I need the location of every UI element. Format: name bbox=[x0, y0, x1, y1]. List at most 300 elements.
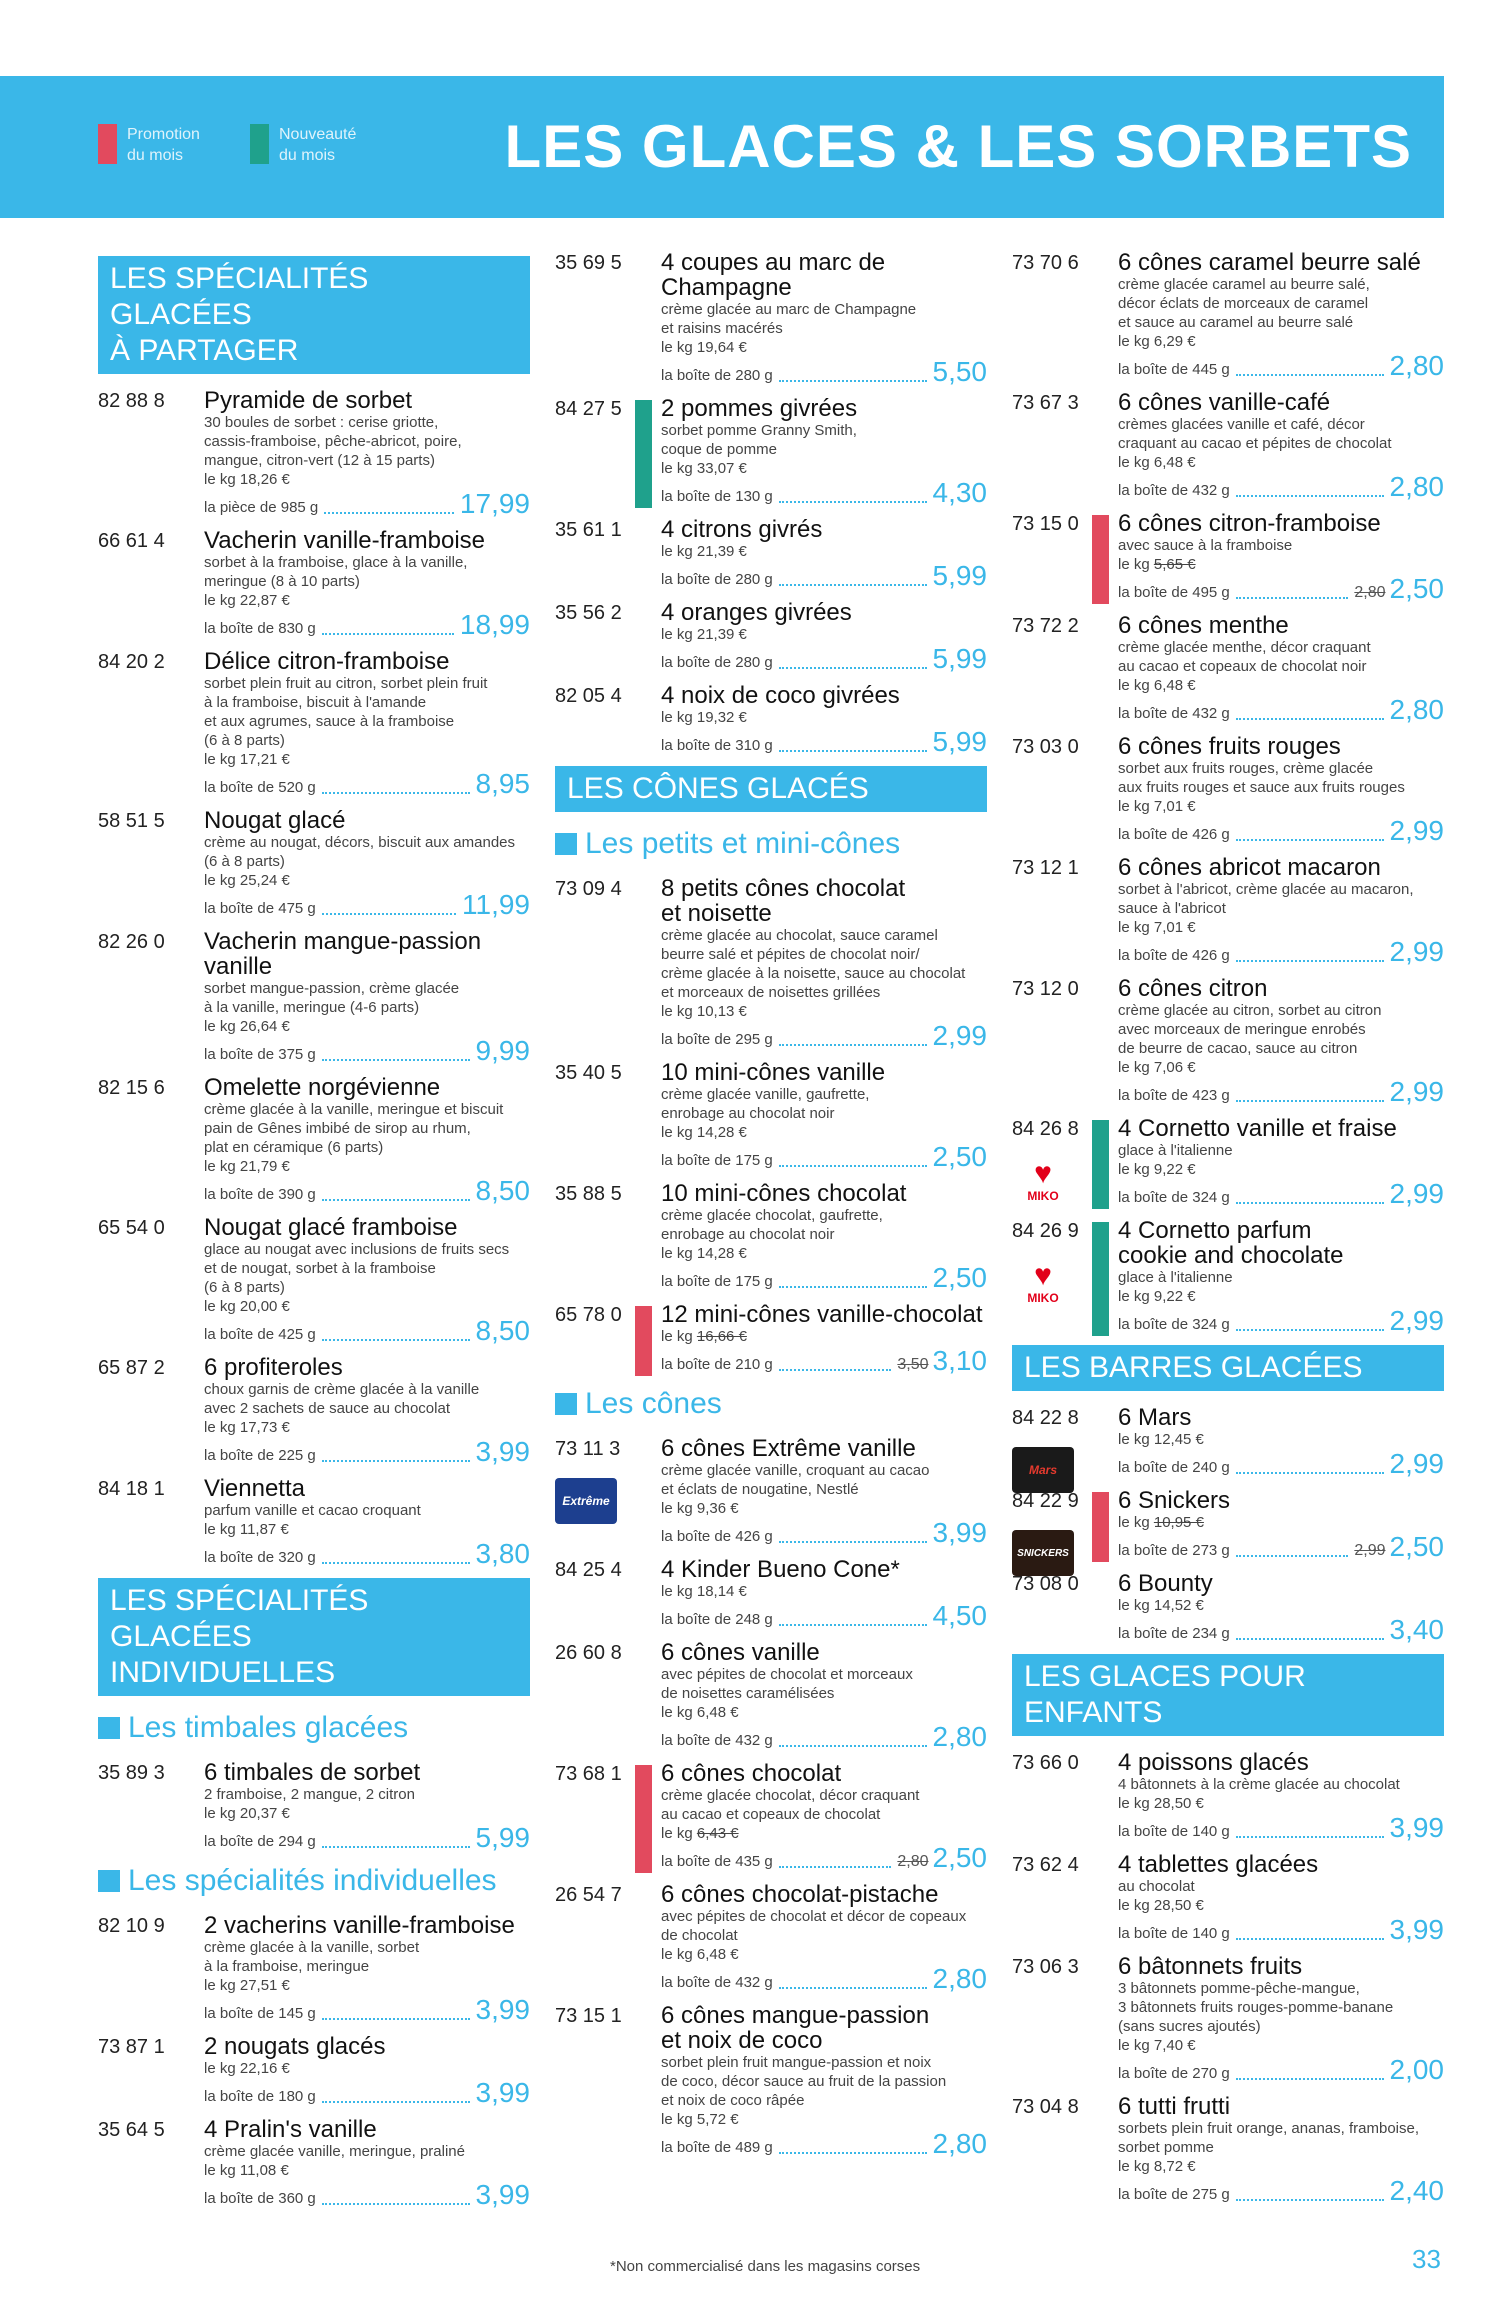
product-name: 4 Kinder Bueno Cone* bbox=[661, 1556, 900, 1583]
price-per-kg bbox=[661, 1123, 987, 1142]
square-bullet-icon bbox=[98, 1717, 120, 1739]
product-name: 10 mini-cônes chocolat bbox=[661, 1180, 907, 1207]
subsection-heading bbox=[555, 826, 987, 862]
price: 3,99 bbox=[475, 2077, 530, 2108]
package-size: la boîte de 248 g bbox=[661, 1611, 773, 1628]
product-code: 84 25 4 bbox=[555, 1559, 622, 1581]
product-code: 35 64 5 bbox=[98, 2119, 165, 2141]
product-code: 65 78 0 bbox=[555, 1304, 622, 1326]
product-name: 6 cônes abricot macaron bbox=[1118, 854, 1381, 881]
dotted-leader bbox=[779, 501, 927, 503]
product-name: 6 cônes fruits rouges bbox=[1118, 733, 1341, 760]
price-per-kg bbox=[661, 338, 987, 357]
catalog-column-2 bbox=[555, 250, 987, 2168]
product-description: glace au nougat avec inclusions de fruits secs et de nougat, sorbet à la framboise (6 à 8 parts) bbox=[204, 1241, 510, 1296]
page-header bbox=[0, 76, 1444, 218]
dotted-leader bbox=[1236, 1555, 1349, 1557]
product-name: 4 Cornetto vanille et fraise bbox=[1118, 1115, 1397, 1142]
package-size: la boîte de 360 g bbox=[204, 2190, 316, 2207]
product-code: 84 26 9 bbox=[1012, 1220, 1079, 1242]
dotted-leader bbox=[779, 1165, 927, 1167]
kg-label: le kg 7,40 € bbox=[1118, 2037, 1196, 2054]
product-code: 82 88 8 bbox=[98, 390, 165, 412]
price: 2,99 bbox=[1389, 936, 1444, 967]
product-name: 6 cônes Extrême vanille bbox=[661, 1435, 916, 1462]
kg-label: le kg 8,72 € bbox=[1118, 2158, 1196, 2175]
product-code: 35 40 5 bbox=[555, 1062, 622, 1084]
price-line bbox=[1118, 574, 1444, 604]
promotion-marker bbox=[635, 1306, 652, 1376]
product-description: crème glacée au citron, sorbet au citron avec morceaux de meringue enrobés de beurre de cacao, sauce au citron bbox=[1118, 1002, 1382, 1057]
product-item bbox=[555, 1181, 987, 1293]
kg-label: le kg 28,50 € bbox=[1118, 1795, 1204, 1812]
product-description: crème glacée chocolat, décor craquant au cacao et copeaux de chocolat bbox=[661, 1787, 920, 1823]
product-item bbox=[98, 388, 530, 519]
product-item bbox=[1012, 1954, 1444, 2085]
price: 5,50 bbox=[932, 356, 987, 387]
square-bullet-icon bbox=[98, 1870, 120, 1892]
package-size: la boîte de 280 g bbox=[661, 654, 773, 671]
kg-label: le kg 17,73 € bbox=[204, 1419, 290, 1436]
product-name: 4 Cornetto parfum cookie and chocolate bbox=[1118, 1217, 1344, 1269]
dotted-leader bbox=[779, 2152, 927, 2154]
price: 3,99 bbox=[475, 2179, 530, 2210]
kg-label: le kg 17,21 € bbox=[204, 751, 290, 768]
kg-label: le kg 7,01 € bbox=[1118, 798, 1196, 815]
product-item bbox=[555, 600, 987, 674]
price: 2,99 bbox=[1389, 1178, 1444, 1209]
product-item bbox=[555, 2003, 987, 2159]
product-code: 73 68 1 bbox=[555, 1763, 622, 1785]
heart-logo-icon: ♥ bbox=[1034, 1157, 1052, 1190]
price: 3,10 bbox=[932, 1345, 987, 1376]
product-item bbox=[555, 1436, 987, 1548]
package-size: la boîte de 270 g bbox=[1118, 2065, 1230, 2082]
product-description: crèmes glacées vanille et café, décor craquant au cacao et pépites de chocolat bbox=[1118, 416, 1392, 452]
product-name: 6 cônes citron-framboise bbox=[1118, 510, 1381, 537]
product-item bbox=[1012, 976, 1444, 1107]
product-code: 73 87 1 bbox=[98, 2036, 165, 2058]
product-item bbox=[1012, 855, 1444, 967]
product-item bbox=[555, 1882, 987, 1994]
section-heading: LES SPÉCIALITÉS GLACÉES INDIVIDUELLES bbox=[98, 1578, 530, 1696]
product-name: 8 petits cônes chocolat et noisette bbox=[661, 875, 906, 927]
product-description: avec pépites de chocolat et morceaux de noisettes caramélisées bbox=[661, 1666, 913, 1702]
price-per-kg bbox=[661, 1499, 987, 1518]
catalog-column-3 bbox=[1012, 250, 1444, 2215]
dotted-leader bbox=[322, 1846, 470, 1848]
price: 8,50 bbox=[475, 1175, 530, 1206]
product-name: 6 Mars bbox=[1118, 1404, 1192, 1431]
brand-label: MIKO bbox=[1027, 1189, 1059, 1203]
product-name: Vacherin vanille-framboise bbox=[204, 527, 486, 554]
price-per-kg bbox=[1118, 1160, 1444, 1179]
kg-label: le kg 6,48 € bbox=[661, 1946, 739, 1963]
price-per-kg bbox=[661, 542, 987, 561]
product-name: 4 poissons glacés bbox=[1118, 1749, 1309, 1776]
price-line bbox=[204, 1823, 530, 1853]
product-item bbox=[98, 649, 530, 799]
package-size: la boîte de 390 g bbox=[204, 1186, 316, 1203]
package-size: la boîte de 432 g bbox=[1118, 482, 1230, 499]
product-code: 73 66 0 bbox=[1012, 1752, 1079, 1774]
product-item bbox=[1012, 1571, 1444, 1645]
mars-logo: Mars bbox=[1012, 1447, 1074, 1493]
price-line bbox=[1118, 816, 1444, 846]
package-size: la boîte de 426 g bbox=[661, 1528, 773, 1545]
price-line bbox=[1118, 1532, 1444, 1562]
product-code: 73 11 3 bbox=[555, 1438, 621, 1460]
product-description: crème au nougat, décors, biscuit aux amandes (6 à 8 parts) bbox=[204, 834, 516, 870]
price: 3,80 bbox=[475, 1538, 530, 1569]
old-price-per-kg: 10,95 € bbox=[1153, 1514, 1204, 1531]
kg-label: le kg 10,13 € bbox=[661, 1003, 747, 1020]
product-item bbox=[98, 1476, 530, 1569]
old-price-per-kg: 5,65 € bbox=[1153, 556, 1196, 573]
product-description: crème glacée vanille, croquant au cacao et éclats de nougatine, Nestlé bbox=[661, 1462, 930, 1498]
package-size: la boîte de 423 g bbox=[1118, 1087, 1230, 1104]
product-code: 84 26 8 bbox=[1012, 1118, 1079, 1140]
price-per-kg bbox=[661, 1002, 987, 1021]
kg-label: le kg 6,48 € bbox=[1118, 677, 1196, 694]
dotted-leader bbox=[322, 913, 456, 915]
price-per-kg bbox=[661, 1582, 987, 1601]
product-code: 66 61 4 bbox=[98, 530, 165, 552]
kg-label: le kg 14,52 € bbox=[1118, 1597, 1204, 1614]
product-item bbox=[1012, 250, 1444, 381]
dotted-leader bbox=[1236, 597, 1349, 599]
kg-label: le kg 6,29 € bbox=[1118, 333, 1196, 350]
product-code: 73 08 0 bbox=[1012, 1573, 1079, 1595]
kg-label: le kg bbox=[1118, 556, 1154, 573]
product-item bbox=[98, 808, 530, 920]
product-name: 4 citrons givrés bbox=[661, 516, 823, 543]
price-line bbox=[661, 478, 987, 508]
price-per-kg bbox=[1118, 1430, 1444, 1449]
price-line bbox=[661, 1518, 987, 1548]
price: 8,50 bbox=[475, 1315, 530, 1346]
product-description: crème glacée au chocolat, sauce caramel beurre salé et pépites de chocolat noir/ crème glacée à la noisette, sauce au chocolat et morceaux de noisettes grillées bbox=[661, 927, 966, 1001]
kg-label: le kg bbox=[1118, 1514, 1154, 1531]
product-item bbox=[98, 1913, 530, 2025]
price-per-kg bbox=[204, 871, 530, 890]
dotted-leader bbox=[322, 1562, 470, 1564]
package-size: la pièce de 985 g bbox=[204, 499, 319, 516]
price: 9,99 bbox=[475, 1035, 530, 1066]
price: 4,30 bbox=[932, 477, 987, 508]
product-item bbox=[1012, 390, 1444, 502]
product-name: 2 pommes givrées bbox=[661, 395, 858, 422]
package-size: la boîte de 445 g bbox=[1118, 361, 1230, 378]
price-line bbox=[1118, 2176, 1444, 2206]
product-code: 84 22 8 bbox=[1012, 1407, 1079, 1429]
price: 2,50 bbox=[932, 1262, 987, 1293]
product-description: 4 bâtonnets à la crème glacée au chocolat bbox=[1118, 1776, 1400, 1793]
dotted-leader bbox=[1236, 374, 1384, 376]
product-description: avec sauce à la framboise bbox=[1118, 537, 1293, 554]
product-name: 6 cônes caramel beurre salé bbox=[1118, 249, 1421, 276]
product-code: 73 04 8 bbox=[1012, 2096, 1079, 2118]
kg-label: le kg 22,16 € bbox=[204, 2060, 290, 2077]
product-item bbox=[98, 1355, 530, 1467]
product-name: 4 noix de coco givrées bbox=[661, 682, 900, 709]
package-size: la boîte de 475 g bbox=[204, 900, 316, 917]
product-code: 73 67 3 bbox=[1012, 392, 1079, 414]
product-name: 6 cônes mangue-passion et noix de coco bbox=[661, 2002, 930, 2054]
product-item bbox=[555, 396, 987, 508]
price: 2,00 bbox=[1389, 2054, 1444, 2085]
product-item bbox=[555, 1640, 987, 1752]
old-price-per-kg: 16,66 € bbox=[696, 1328, 747, 1345]
price: 2,40 bbox=[1389, 2175, 1444, 2206]
dotted-leader bbox=[322, 2101, 470, 2103]
product-item bbox=[98, 528, 530, 640]
price-line bbox=[661, 1843, 987, 1873]
price-line bbox=[661, 727, 987, 757]
price-per-kg bbox=[1118, 453, 1444, 472]
product-description: sorbet à l'abricot, crème glacée au macaron, sauce à l'abricot bbox=[1118, 881, 1414, 917]
product-item bbox=[555, 1060, 987, 1172]
product-name: 12 mini-cônes vanille-chocolat bbox=[661, 1301, 983, 1328]
dotted-leader bbox=[322, 1460, 470, 1462]
product-code: 73 12 1 bbox=[1012, 857, 1079, 879]
product-description: glace à l'italienne bbox=[1118, 1269, 1233, 1286]
product-name: Vacherin mangue-passion vanille bbox=[204, 928, 482, 980]
dotted-leader bbox=[322, 2203, 470, 2205]
product-code: 82 26 0 bbox=[98, 931, 165, 953]
price: 5,99 bbox=[932, 643, 987, 674]
dotted-leader bbox=[322, 1339, 470, 1341]
package-size: la boîte de 273 g bbox=[1118, 1542, 1230, 1559]
price-line bbox=[204, 489, 530, 519]
miko-logo bbox=[1012, 1158, 1074, 1204]
package-size: la boîte de 432 g bbox=[661, 1974, 773, 1991]
price-per-kg bbox=[204, 470, 530, 489]
subsection-heading bbox=[98, 1863, 530, 1899]
price-line bbox=[1118, 695, 1444, 725]
package-size: la boîte de 324 g bbox=[1118, 1316, 1230, 1333]
package-size: la boîte de 140 g bbox=[1118, 1823, 1230, 1840]
section-heading: LES GLACES POUR ENFANTS bbox=[1012, 1654, 1444, 1736]
price-line bbox=[204, 1036, 530, 1066]
kg-label: le kg 28,50 € bbox=[1118, 1897, 1204, 1914]
price: 2,99 bbox=[1389, 1076, 1444, 1107]
legend-nouveaute bbox=[250, 124, 356, 166]
package-size: la boîte de 426 g bbox=[1118, 826, 1230, 843]
dotted-leader bbox=[322, 1199, 470, 1201]
package-size: la boîte de 520 g bbox=[204, 779, 316, 796]
price-per-kg bbox=[1118, 1058, 1444, 1077]
product-item bbox=[98, 2117, 530, 2210]
price-line bbox=[1118, 1449, 1444, 1479]
price: 3,40 bbox=[1389, 1614, 1444, 1645]
dotted-leader bbox=[1236, 839, 1384, 841]
price-per-kg bbox=[204, 2161, 530, 2180]
price: 17,99 bbox=[459, 488, 530, 519]
price-line bbox=[1118, 1813, 1444, 1843]
nouveaute-marker bbox=[635, 400, 652, 508]
price-per-kg bbox=[204, 591, 530, 610]
kg-label: le kg 9,22 € bbox=[1118, 1288, 1196, 1305]
dotted-leader bbox=[779, 1987, 927, 1989]
product-description: glace à l'italienne bbox=[1118, 1142, 1233, 1159]
price: 5,99 bbox=[932, 560, 987, 591]
price-line bbox=[204, 1995, 530, 2025]
package-size: la boîte de 324 g bbox=[1118, 1189, 1230, 1206]
legend-line: du mois bbox=[279, 147, 336, 164]
dotted-leader bbox=[1236, 1938, 1384, 1940]
product-name: 4 oranges givrées bbox=[661, 599, 852, 626]
price-per-kg bbox=[1118, 1287, 1444, 1306]
legend-label bbox=[279, 124, 356, 166]
kg-label: le kg 11,87 € bbox=[204, 1521, 289, 1538]
price-line bbox=[1118, 937, 1444, 967]
product-code: 73 70 6 bbox=[1012, 252, 1079, 274]
kg-label: le kg 19,32 € bbox=[661, 709, 747, 726]
price: 2,99 bbox=[1389, 815, 1444, 846]
package-size: la boîte de 432 g bbox=[1118, 705, 1230, 722]
kg-label: le kg 5,72 € bbox=[661, 2111, 739, 2128]
product-description: crème glacée à la vanille, meringue et biscuit pain de Gênes imbibé de sirop au rhum, plat en céramique (6 parts) bbox=[204, 1101, 504, 1156]
dotted-leader bbox=[779, 1866, 892, 1868]
product-description: crème glacée caramel au beurre salé, décor éclats de morceaux de caramel et sauce au caramel au beurre salé bbox=[1118, 276, 1370, 331]
price-per-kg bbox=[661, 708, 987, 727]
product-code: 84 18 1 bbox=[98, 1478, 165, 1500]
product-code: 73 72 2 bbox=[1012, 615, 1079, 637]
package-size: la boîte de 180 g bbox=[204, 2088, 316, 2105]
product-name: 6 cônes vanille-café bbox=[1118, 389, 1331, 416]
price: 2,80 bbox=[932, 1721, 987, 1752]
product-item bbox=[98, 1760, 530, 1853]
product-name: 6 cônes citron bbox=[1118, 975, 1268, 1002]
kg-label: le kg 21,39 € bbox=[661, 543, 747, 560]
dotted-leader bbox=[779, 1044, 927, 1046]
legend-label bbox=[127, 124, 200, 166]
product-item bbox=[98, 929, 530, 1066]
product-name: Omelette norgévienne bbox=[204, 1074, 441, 1101]
price: 2,99 bbox=[932, 1020, 987, 1051]
kg-label: le kg 9,36 € bbox=[661, 1500, 739, 1517]
product-name: 6 cônes chocolat-pistache bbox=[661, 1881, 939, 1908]
package-size: la boîte de 295 g bbox=[661, 1031, 773, 1048]
nouveaute-swatch bbox=[250, 124, 269, 164]
dotted-leader bbox=[779, 750, 927, 752]
price: 3,99 bbox=[932, 1517, 987, 1548]
product-name: Nougat glacé framboise bbox=[204, 1214, 458, 1241]
product-code: 84 22 9 bbox=[1012, 1490, 1079, 1512]
price: 2,99 bbox=[1389, 1305, 1444, 1336]
price-line bbox=[204, 1176, 530, 1206]
product-code: 82 10 9 bbox=[98, 1915, 165, 1937]
product-description: crème glacée chocolat, gaufrette, enrobage au chocolat noir bbox=[661, 1207, 883, 1243]
price-line bbox=[204, 610, 530, 640]
kg-label: le kg 14,28 € bbox=[661, 1124, 747, 1141]
product-description: sorbet pomme Granny Smith, coque de pomme bbox=[661, 422, 857, 458]
dotted-leader bbox=[779, 380, 927, 382]
product-code: 73 06 3 bbox=[1012, 1956, 1079, 1978]
price-line bbox=[1118, 1915, 1444, 1945]
kg-label: le kg 21,39 € bbox=[661, 626, 747, 643]
kg-label: le kg 9,22 € bbox=[1118, 1161, 1196, 1178]
price: 2,80 bbox=[1389, 350, 1444, 381]
dotted-leader bbox=[322, 792, 470, 794]
product-code: 35 69 5 bbox=[555, 252, 622, 274]
kg-label: le kg 26,64 € bbox=[204, 1018, 290, 1035]
product-item bbox=[1012, 1852, 1444, 1945]
price-per-kg bbox=[661, 625, 987, 644]
kg-label: le kg 25,24 € bbox=[204, 872, 290, 889]
product-name: 6 cônes chocolat bbox=[661, 1760, 842, 1787]
product-name: 4 Pralin's vanille bbox=[204, 2116, 377, 2143]
package-size: la boîte de 140 g bbox=[1118, 1925, 1230, 1942]
price-per-kg bbox=[204, 1976, 530, 1995]
price-line bbox=[661, 561, 987, 591]
square-bullet-icon bbox=[555, 833, 577, 855]
promotion-marker bbox=[635, 1765, 652, 1873]
package-size: la boîte de 145 g bbox=[204, 2005, 316, 2022]
dotted-leader bbox=[1236, 1836, 1384, 1838]
dotted-leader bbox=[1236, 1638, 1384, 1640]
price-per-kg bbox=[661, 1824, 987, 1843]
package-size: la boîte de 495 g bbox=[1118, 584, 1230, 601]
dotted-leader bbox=[779, 1624, 927, 1626]
product-item bbox=[98, 2034, 530, 2108]
price-per-kg bbox=[661, 1327, 987, 1346]
dotted-leader bbox=[779, 1286, 927, 1288]
product-name: Viennetta bbox=[204, 1475, 305, 1502]
promotion-marker bbox=[1092, 515, 1109, 604]
price: 3,99 bbox=[475, 1436, 530, 1467]
product-item bbox=[1012, 1405, 1444, 1479]
price: 2,80 bbox=[1389, 694, 1444, 725]
package-size: la boîte de 280 g bbox=[661, 571, 773, 588]
kg-label: le kg 12,45 € bbox=[1118, 1431, 1204, 1448]
price-line bbox=[661, 357, 987, 387]
legend-line: Promotion bbox=[127, 126, 200, 143]
price-line bbox=[204, 2078, 530, 2108]
kg-label: le kg 20,00 € bbox=[204, 1298, 290, 1315]
legend-line: du mois bbox=[127, 147, 184, 164]
price-line bbox=[204, 1539, 530, 1569]
kg-label: le kg bbox=[661, 1328, 697, 1345]
product-description: avec pépites de chocolat et décor de copeaux de chocolat bbox=[661, 1908, 967, 1944]
product-item bbox=[98, 1215, 530, 1346]
product-description: sorbet plein fruit au citron, sorbet plein fruit à la framboise, biscuit à l'amande et aux agrumes, sauce à la framboise (6 à 8 parts) bbox=[204, 675, 488, 749]
price: 2,50 bbox=[932, 1842, 987, 1873]
product-name: 6 cônes vanille bbox=[661, 1639, 820, 1666]
package-size: la boîte de 320 g bbox=[204, 1549, 316, 1566]
kg-label: le kg 6,48 € bbox=[1118, 454, 1196, 471]
price-per-kg bbox=[1118, 332, 1444, 351]
product-code: 84 27 5 bbox=[555, 398, 622, 420]
package-size: la boîte de 830 g bbox=[204, 620, 316, 637]
product-code: 73 15 0 bbox=[1012, 513, 1079, 535]
price: 3,99 bbox=[1389, 1812, 1444, 1843]
product-description: crème glacée au marc de Champagne et raisins macérés bbox=[661, 301, 917, 337]
product-name: 6 cônes menthe bbox=[1118, 612, 1289, 639]
kg-label: le kg 33,07 € bbox=[661, 460, 747, 477]
price-per-kg bbox=[1118, 1513, 1444, 1532]
price: 5,99 bbox=[932, 726, 987, 757]
product-description: sorbet mangue-passion, crème glacée à la vanille, meringue (4-6 parts) bbox=[204, 980, 460, 1016]
price-line bbox=[1118, 1077, 1444, 1107]
dotted-leader bbox=[1236, 1202, 1384, 1204]
kg-label: le kg 20,37 € bbox=[204, 1805, 290, 1822]
package-size: la boîte de 375 g bbox=[204, 1046, 316, 1063]
product-name: 2 nougats glacés bbox=[204, 2033, 386, 2060]
heart-logo-icon: ♥ bbox=[1034, 1259, 1052, 1292]
price-per-kg bbox=[1118, 2157, 1444, 2176]
